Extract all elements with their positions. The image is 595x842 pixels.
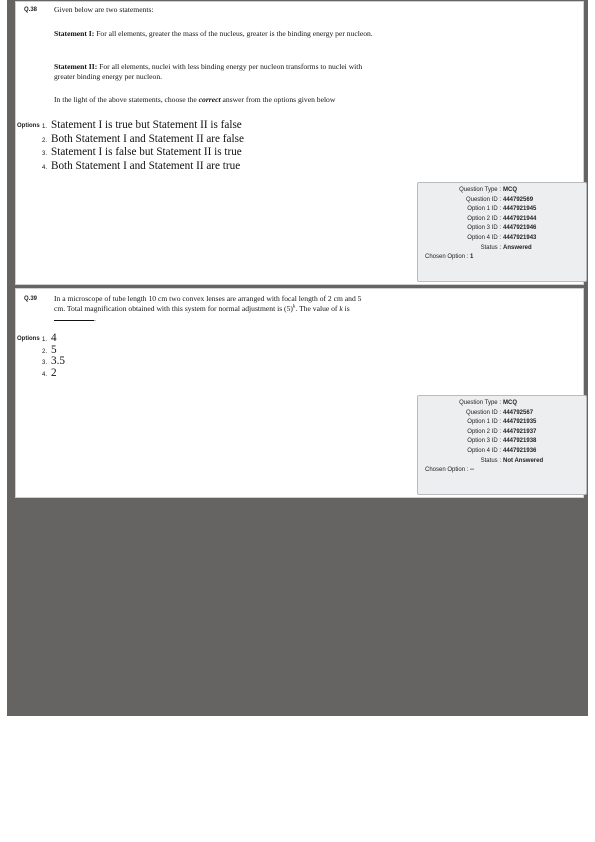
question-panel xyxy=(15,288,584,498)
meta-label: Option 3 ID : xyxy=(467,438,501,444)
option-2[interactable] xyxy=(42,344,65,356)
meta-label: Option 1 ID : xyxy=(467,419,501,425)
meta-question-type: MCQ xyxy=(503,187,517,193)
meta-label: Option 2 ID : xyxy=(467,429,501,435)
meta-label: Option 4 ID : xyxy=(467,448,501,454)
question-instruction xyxy=(54,95,374,105)
question-number: Q.39 xyxy=(24,296,38,302)
answer-blank xyxy=(54,320,94,321)
meta-option-2-id: 4447921937 xyxy=(503,428,537,435)
meta-label: Status : xyxy=(481,458,501,464)
statement-1-text: For all elements, greater the mass of the nucleus, greater is the binding energy per nucleon. xyxy=(96,29,373,38)
option-number: 1. xyxy=(42,124,48,130)
meta-option-4-id: 4447921936 xyxy=(503,447,537,454)
option-number: 4. xyxy=(42,164,48,171)
meta-option-1-id: 4447921935 xyxy=(503,419,537,426)
question-text-end: . xyxy=(94,314,96,323)
option-4[interactable] xyxy=(42,367,65,379)
meta-label: Question Type : xyxy=(459,400,501,406)
options-label: Options xyxy=(17,123,40,129)
meta-status: Not Answered xyxy=(503,457,544,464)
meta-label: Question ID : xyxy=(466,410,501,416)
statement-1 xyxy=(54,29,374,39)
page-frame xyxy=(7,0,588,716)
meta-chosen-option xyxy=(425,254,473,260)
option-number: 4. xyxy=(42,371,48,378)
chosen-label: Chosen Option : xyxy=(425,467,469,474)
option-number: 2. xyxy=(42,137,48,144)
question-text-pre: In a microscope of tube length 10 cm two convex lenses are arranged with focal length of 2 cm and 5 cm. Total magnification obtained with this system for normal adjustment is (5) xyxy=(54,294,362,313)
chosen-value: 1 xyxy=(470,254,474,261)
options-list xyxy=(42,119,244,173)
statement-1-label: Statement I: xyxy=(54,29,95,38)
option-1[interactable] xyxy=(42,332,65,344)
instruction-emphasis: correct xyxy=(198,95,221,104)
option-text: Both Statement I and Statement II are false xyxy=(51,132,244,145)
option-number: 1. xyxy=(42,337,48,343)
option-3[interactable] xyxy=(42,146,244,160)
question-variable: k xyxy=(339,304,343,313)
meta-option-3-id: 4447921946 xyxy=(503,225,537,232)
option-number: 3. xyxy=(42,360,48,366)
question-text-mid: . The value of xyxy=(295,304,340,313)
option-text: Both Statement I and Statement II are true xyxy=(51,159,241,172)
statement-2-label: Statement II: xyxy=(54,62,98,71)
statement-2 xyxy=(54,62,374,82)
meta-status: Answered xyxy=(503,244,532,251)
meta-option-3-id: 4447921938 xyxy=(503,438,537,445)
question-text xyxy=(54,294,374,324)
option-number: 3. xyxy=(42,151,48,157)
option-2[interactable] xyxy=(42,133,244,147)
option-number: 2. xyxy=(42,348,48,355)
meta-question-type: MCQ xyxy=(503,400,517,406)
meta-label: Status : xyxy=(481,245,501,251)
question-text-post: is xyxy=(342,304,350,313)
question-meta-box xyxy=(417,182,587,282)
question-superscript: k xyxy=(292,304,296,310)
option-1[interactable] xyxy=(42,119,244,133)
option-4[interactable] xyxy=(42,160,244,174)
option-text: 5 xyxy=(51,343,57,356)
chosen-label: Chosen Option : xyxy=(425,254,469,261)
option-text: 2 xyxy=(51,366,57,379)
question-panel xyxy=(15,1,584,285)
options-list xyxy=(42,332,65,378)
meta-label: Option 2 ID : xyxy=(467,216,501,222)
meta-question-id: 444792569 xyxy=(503,196,534,203)
meta-option-2-id: 4447921944 xyxy=(503,215,537,222)
meta-option-1-id: 4447921945 xyxy=(503,206,537,213)
instruction-pre: In the light of the above statements, choose the xyxy=(54,95,199,104)
meta-label: Option 1 ID : xyxy=(467,206,501,212)
question-meta-box xyxy=(417,395,587,495)
meta-option-4-id: 4447921943 xyxy=(503,234,537,241)
meta-label: Question Type : xyxy=(459,187,501,193)
options-label: Options xyxy=(17,336,40,342)
chosen-value: -- xyxy=(470,467,475,474)
option-text: 3.5 xyxy=(51,355,65,367)
meta-chosen-option xyxy=(425,467,474,473)
instruction-post: answer from the options given below xyxy=(220,95,336,104)
meta-label: Option 3 ID : xyxy=(467,225,501,231)
statement-2-text: For all elements, nuclei with less binding energy per nucleon transforms to nuclei with greater binding energy per nucleon. xyxy=(54,62,363,81)
question-number: Q.38 xyxy=(24,7,38,13)
meta-label: Question ID : xyxy=(466,197,501,203)
option-3[interactable] xyxy=(42,355,65,367)
option-text: Statement I is true but Statement II is false xyxy=(51,119,242,131)
meta-label: Option 4 ID : xyxy=(467,235,501,241)
option-text: 4 xyxy=(51,332,57,344)
meta-question-id: 444792567 xyxy=(503,409,534,416)
option-text: Statement I is false but Statement II is true xyxy=(51,146,242,158)
question-intro: Given below are two statements: xyxy=(54,5,154,14)
